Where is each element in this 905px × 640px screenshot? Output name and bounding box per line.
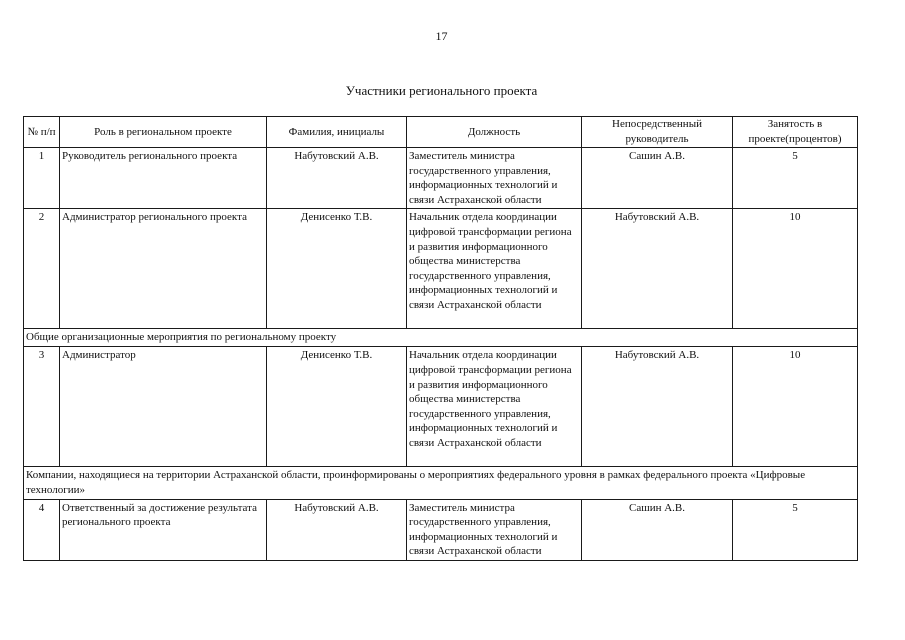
table-header-row bbox=[24, 117, 858, 148]
row-name: Денисенко Т.В. bbox=[267, 347, 407, 467]
row-name: Денисенко Т.В. bbox=[267, 209, 407, 329]
row-number: 1 bbox=[24, 148, 60, 209]
row-load: 10 bbox=[733, 347, 858, 467]
row-number: 3 bbox=[24, 347, 60, 467]
row-name: Набутовский А.В. bbox=[267, 499, 407, 560]
row-position: Начальник отдела координации цифровой трансформации региона и развития информационного общества министерства государственного управления, информационных технологий и связи Астраханской области bbox=[407, 347, 582, 467]
row-name: Набутовский А.В. bbox=[267, 148, 407, 209]
header-role: Роль в региональном проекте bbox=[60, 117, 267, 148]
table-row bbox=[24, 209, 858, 329]
row-manager: Сашин А.В. bbox=[582, 499, 733, 560]
row-load: 10 bbox=[733, 209, 858, 329]
table-row bbox=[24, 148, 858, 209]
row-number: 2 bbox=[24, 209, 60, 329]
header-manager: Непосредственный руководитель bbox=[582, 117, 733, 148]
header-name: Фамилия, инициалы bbox=[267, 117, 407, 148]
section-row bbox=[24, 329, 858, 347]
row-load: 5 bbox=[733, 499, 858, 560]
row-number: 4 bbox=[24, 499, 60, 560]
row-position: Начальник отдела координации цифровой трансформации региона и развития информационного общества министерства государственного управления, информационных технологий и связи Астраханской области bbox=[407, 209, 582, 329]
row-load: 5 bbox=[733, 148, 858, 209]
row-position: Заместитель министра государственного управления, информационных технологий и связи Астраханской области bbox=[407, 499, 582, 560]
table-row bbox=[24, 499, 858, 560]
row-role: Администратор bbox=[60, 347, 267, 467]
row-role: Руководитель регионального проекта bbox=[60, 148, 267, 209]
row-role: Администратор регионального проекта bbox=[60, 209, 267, 329]
header-num: № п/п bbox=[24, 117, 60, 148]
row-manager: Набутовский А.В. bbox=[582, 209, 733, 329]
participants-table bbox=[23, 116, 858, 561]
section-row bbox=[24, 467, 858, 499]
table-row bbox=[24, 347, 858, 467]
section-heading: Общие организационные мероприятия по региональному проекту bbox=[24, 329, 858, 347]
row-role: Ответственный за достижение результата регионального проекта bbox=[60, 499, 267, 560]
page-number: 17 bbox=[435, 29, 448, 43]
row-manager: Набутовский А.В. bbox=[582, 347, 733, 467]
section-heading: Компании, находящиеся на территории Астраханской области, проинформированы о мероприятиях федерального уровня в рамках федерального проекта «Цифровые технологии» bbox=[24, 467, 858, 499]
row-manager: Сашин А.В. bbox=[582, 148, 733, 209]
document-title: Участники регионального проекта bbox=[345, 83, 538, 98]
row-position: Заместитель министра государственного управления, информационных технологий и связи Астраханской области bbox=[407, 148, 582, 209]
header-load: Занятость в проекте(процентов) bbox=[733, 117, 858, 148]
header-position: Должность bbox=[407, 117, 582, 148]
